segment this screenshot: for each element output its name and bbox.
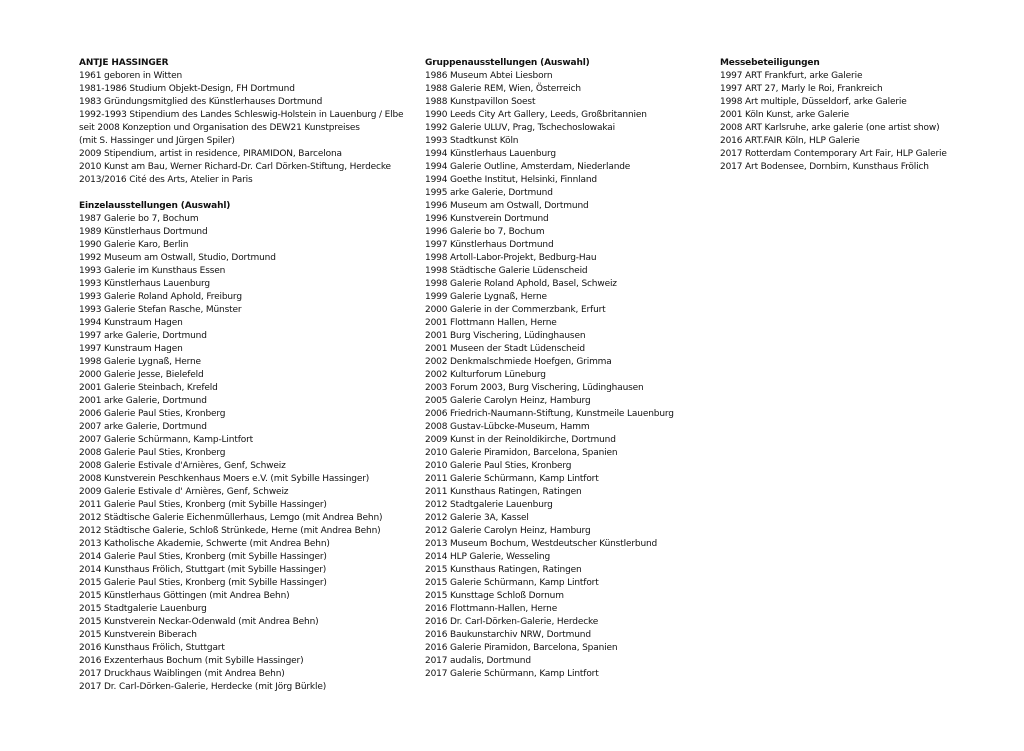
solo-exhibition-entry: 1998 Galerie Lygnaß, Herne: [79, 357, 201, 367]
group-exhibition-entry: 1993 Stadtkunst Köln: [425, 136, 519, 146]
solo-exhibition-entry: 2008 Galerie Paul Sties, Kronberg: [79, 448, 226, 458]
group-exhibition-entry: 2000 Galerie in der Commerzbank, Erfurt: [425, 305, 606, 315]
group-exhibition-entry: 2002 Denkmalschmiede Hoefgen, Grimma: [425, 357, 612, 367]
solo-exhibition-entry: 1993 Galerie Stefan Rasche, Münster: [79, 305, 242, 315]
solo-exhibition-entry: 2011 Galerie Paul Sties, Kronberg (mit Sybille Hassinger): [79, 500, 327, 510]
fair-entry: 2001 Köln Kunst, arke Galerie: [720, 110, 850, 120]
solo-exhibition-entry: 2000 Galerie Jesse, Bielefeld: [79, 370, 204, 380]
biography-column: [79, 57, 414, 694]
solo-exhibition-entry: 2016 Exzenterhaus Bochum (mit Sybille Hassinger): [79, 656, 304, 666]
group-exhibition-entry: 2009 Kunst in der Reinoldikirche, Dortmund: [425, 435, 616, 445]
solo-exhibition-entry: 1993 Galerie im Kunsthaus Essen: [79, 266, 226, 276]
group-exhibitions-list: [425, 70, 715, 681]
solo-exhibitions-list: [79, 213, 414, 694]
fair-entry: 2016 ART.FAIR Köln, HLP Galerie: [720, 136, 860, 146]
group-exhibition-entry: 2012 Stadtgalerie Lauenburg: [425, 500, 553, 510]
solo-exhibition-entry: 1992 Museum am Ostwall, Studio, Dortmund: [79, 253, 276, 263]
group-exhibition-entry: 1996 Kunstverein Dortmund: [425, 214, 549, 224]
group-exhibition-entry: 2010 Galerie Paul Sties, Kronberg: [425, 461, 572, 471]
group-exhibition-entry: 2015 Galerie Schürmann, Kamp Lintfort: [425, 578, 599, 588]
group-exhibition-entry: 2005 Galerie Carolyn Heinz, Hamburg: [425, 396, 591, 406]
solo-exhibition-entry: 1990 Galerie Karo, Berlin: [79, 240, 189, 250]
biography-entry: 1961 geboren in Witten: [79, 71, 183, 81]
group-exhibition-entry: 2001 Museen der Stadt Lüdenscheid: [425, 344, 585, 354]
group-exhibition-entry: 2001 Flottmann Hallen, Herne: [425, 318, 557, 328]
biography-entry: 2013/2016 Cité des Arts, Atelier in Paris: [79, 175, 253, 185]
solo-exhibition-entry: 2015 Stadtgalerie Lauenburg: [79, 604, 207, 614]
biography-entry: (mit S. Hassinger und Jürgen Spiler): [79, 136, 235, 146]
fair-entry: 2017 Art Bodensee, Dornbirn, Kunsthaus Frölich: [720, 162, 929, 172]
solo-exhibition-entry: 2001 Galerie Steinbach, Krefeld: [79, 383, 218, 393]
solo-exhibition-entry: 2008 Galerie Estivale d'Arnières, Genf, Schweiz: [79, 461, 286, 471]
biography-entry: seit 2008 Konzeption und Organisation des DEW21 Kunstpreises: [79, 123, 360, 133]
solo-exhibition-entry: 2017 Dr. Carl-Dörken-Galerie, Herdecke (mit Jörg Bürkle): [79, 682, 327, 692]
group-exhibition-entry: 2008 Gustav-Lübcke-Museum, Hamm: [425, 422, 590, 432]
solo-exhibition-entry: 2006 Galerie Paul Sties, Kronberg: [79, 409, 226, 419]
solo-exhibition-entry: 2015 Kunstverein Neckar-Odenwald (mit Andrea Behn): [79, 617, 319, 627]
solo-exhibition-entry: 1993 Galerie Roland Aphold, Freiburg: [79, 292, 242, 302]
biography-entry: 1983 Gründungsmitglied des Künstlerhauses Dortmund: [79, 97, 323, 107]
group-exhibition-entry: 2016 Dr. Carl-Dörken-Galerie, Herdecke: [425, 617, 599, 627]
group-exhibition-entry: 2013 Museum Bochum, Westdeutscher Künstlerbund: [425, 539, 658, 549]
fair-entry: 2008 ART Karlsruhe, arke galerie (one artist show): [720, 123, 940, 133]
group-exhibition-entry: 1996 Museum am Ostwall, Dortmund: [425, 201, 589, 211]
artist-name: ANTJE HASSINGER: [79, 58, 169, 68]
solo-exhibition-entry: 2015 Kunstverein Biberach: [79, 630, 197, 640]
group-exhibition-entry: 2011 Kunsthaus Ratingen, Ratingen: [425, 487, 582, 497]
solo-exhibition-entry: 2008 Kunstverein Peschkenhaus Moers e.V. (mit Sybille Hassinger): [79, 474, 370, 484]
solo-exhibition-entry: 2014 Kunsthaus Frölich, Stuttgart (mit Sybille Hassinger): [79, 565, 327, 575]
solo-exhibition-entry: 1987 Galerie bo 7, Bochum: [79, 214, 199, 224]
biography-entry: 1981-1986 Studium Objekt-Design, FH Dortmund: [79, 84, 295, 94]
solo-exhibition-entry: 2013 Katholische Akademie, Schwerte (mit Andrea Behn): [79, 539, 330, 549]
biography-entry: 2009 Stipendium, artist in residence, PIRAMIDON, Barcelona: [79, 149, 342, 159]
group-exhibition-entry: 2014 HLP Galerie, Wesseling: [425, 552, 551, 562]
group-exhibition-entry: 1990 Leeds City Art Gallery, Leeds, Großbritannien: [425, 110, 647, 120]
fairs-list: [720, 70, 1020, 174]
solo-exhibition-entry: 2015 Künstlerhaus Göttingen (mit Andrea Behn): [79, 591, 290, 601]
biography-entry: 1992-1993 Stipendium des Landes Schleswig-Holstein in Lauenburg / Elbe: [79, 110, 404, 120]
solo-exhibition-entry: 2007 arke Galerie, Dortmund: [79, 422, 207, 432]
group-exhibition-entry: 2015 Kunsttage Schloß Dornum: [425, 591, 564, 601]
group-exhibition-entry: 2003 Forum 2003, Burg Vischering, Lüdinghausen: [425, 383, 644, 393]
solo-exhibitions-heading: Einzelausstellungen (Auswahl): [79, 201, 231, 211]
group-exhibition-entry: 1988 Galerie REM, Wien, Österreich: [425, 84, 581, 94]
group-exhibition-entry: 1996 Galerie bo 7, Bochum: [425, 227, 545, 237]
group-exhibition-entry: 2012 Galerie Carolyn Heinz, Hamburg: [425, 526, 591, 536]
group-exhibition-entry: 1986 Museum Abtei Liesborn: [425, 71, 553, 81]
biography-entry: 2010 Kunst am Bau, Werner Richard-Dr. Carl Dörken-Stiftung, Herdecke: [79, 162, 391, 172]
solo-exhibition-entry: 2009 Galerie Estivale d' Arnières, Genf, Schweiz: [79, 487, 289, 497]
group-exhibition-entry: 2017 audalis, Dortmund: [425, 656, 531, 666]
group-exhibition-entry: 2016 Flottmann-Hallen, Herne: [425, 604, 558, 614]
group-exhibition-entry: 1994 Künstlerhaus Lauenburg: [425, 149, 556, 159]
biography-list: [79, 70, 414, 187]
group-exhibition-entry: 2016 Baukunstarchiv NRW, Dortmund: [425, 630, 591, 640]
group-exhibition-entry: 1998 Galerie Roland Aphold, Basel, Schweiz: [425, 279, 617, 289]
fairs-column: [720, 57, 1020, 174]
fair-entry: 1997 ART Frankfurt, arke Galerie: [720, 71, 863, 81]
group-exhibition-entry: 1994 Galerie Outline, Amsterdam, Niederlande: [425, 162, 631, 172]
group-exhibition-entry: 1994 Goethe Institut, Helsinki, Finnland: [425, 175, 597, 185]
fair-entry: 1997 ART 27, Marly le Roi, Frankreich: [720, 84, 883, 94]
solo-exhibition-entry: 2001 arke Galerie, Dortmund: [79, 396, 207, 406]
group-exhibition-entry: 2002 Kulturforum Lüneburg: [425, 370, 546, 380]
fair-entry: 2017 Rotterdam Contemporary Art Fair, HLP Galerie: [720, 149, 947, 159]
group-exhibition-entry: 2015 Kunsthaus Ratingen, Ratingen: [425, 565, 582, 575]
solo-exhibition-entry: 2012 Städtische Galerie, Schloß Strünkede, Herne (mit Andrea Behn): [79, 526, 381, 536]
solo-exhibition-entry: 1997 arke Galerie, Dortmund: [79, 331, 207, 341]
group-exhibition-entry: 2006 Friedrich-Naumann-Stiftung, Kunstmeile Lauenburg: [425, 409, 674, 419]
group-exhibitions-column: [425, 57, 715, 681]
solo-exhibition-entry: 2012 Städtische Galerie Eichenmüllerhaus, Lemgo (mit Andrea Behn): [79, 513, 383, 523]
solo-exhibition-entry: 2016 Kunsthaus Frölich, Stuttgart: [79, 643, 225, 653]
solo-exhibition-entry: 1993 Künstlerhaus Lauenburg: [79, 279, 210, 289]
solo-exhibition-entry: 2007 Galerie Schürmann, Kamp-Lintfort: [79, 435, 254, 445]
group-exhibition-entry: 1992 Galerie ULUV, Prag, Tschechoslowakai: [425, 123, 615, 133]
fairs-heading: Messebeteiligungen: [720, 58, 820, 68]
group-exhibition-entry: 2001 Burg Vischering, Lüdinghausen: [425, 331, 586, 341]
group-exhibition-entry: 1988 Kunstpavillon Soest: [425, 97, 536, 107]
group-exhibition-entry: 2017 Galerie Schürmann, Kamp Lintfort: [425, 669, 599, 679]
group-exhibition-entry: 2010 Galerie Piramidon, Barcelona, Spanien: [425, 448, 618, 458]
solo-exhibition-entry: 2017 Druckhaus Waiblingen (mit Andrea Behn): [79, 669, 285, 679]
group-exhibition-entry: 2016 Galerie Piramidon, Barcelona, Spanien: [425, 643, 618, 653]
group-exhibition-entry: 2011 Galerie Schürmann, Kamp Lintfort: [425, 474, 599, 484]
section-spacer: [79, 187, 414, 200]
fair-entry: 1998 Art multiple, Düsseldorf, arke Galerie: [720, 97, 907, 107]
group-exhibition-entry: 1998 Artoll-Labor-Projekt, Bedburg-Hau: [425, 253, 597, 263]
group-exhibition-entry: 1997 Künstlerhaus Dortmund: [425, 240, 554, 250]
solo-exhibition-entry: 1994 Kunstraum Hagen: [79, 318, 183, 328]
group-exhibitions-heading: Gruppenausstellungen (Auswahl): [425, 58, 590, 68]
solo-exhibition-entry: 1989 Künstlerhaus Dortmund: [79, 227, 208, 237]
group-exhibition-entry: 2012 Galerie 3A, Kassel: [425, 513, 529, 523]
solo-exhibition-entry: 2015 Galerie Paul Sties, Kronberg (mit Sybille Hassinger): [79, 578, 327, 588]
solo-exhibition-entry: 1997 Kunstraum Hagen: [79, 344, 183, 354]
solo-exhibition-entry: 2014 Galerie Paul Sties, Kronberg (mit Sybille Hassinger): [79, 552, 327, 562]
group-exhibition-entry: 1999 Galerie Lygnaß, Herne: [425, 292, 547, 302]
group-exhibition-entry: 1995 arke Galerie, Dortmund: [425, 188, 553, 198]
group-exhibition-entry: 1998 Städtische Galerie Lüdenscheid: [425, 266, 588, 276]
